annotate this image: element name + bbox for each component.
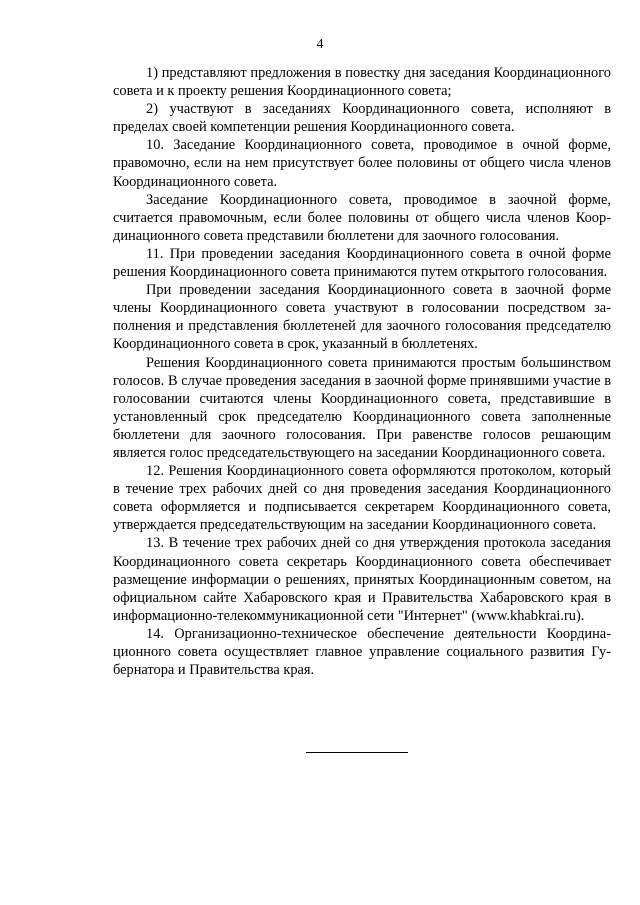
paragraph-clause-13: 13. В течение трех рабочих дней со дня утверждения протокола заседания Координационного совета секретарь Координационного совета обеспечивает размещение информации о решениях, принятых Координационным советом, на официальном сайте Хабаровского края и Правительства Хабаровского края в информационно-телекоммуникационной сети "Интернет" (www.khabkrai.ru).	[113, 535, 611, 624]
paragraph-clause-14: 14. Организационно-техническое обеспечение деятельности Координационного совета осуществляет главное управление социального развития Губернатора и Правительства края.	[113, 625, 611, 679]
paragraph-clause-11-absentee: При проведении заседания Координационного совета в заочной форме члены Координационного совета участвуют в голосовании посредством заполнения и представления бюллетеней для заочного голосования председателю Координационного совета в срок, указанный в бюллетенях.	[113, 282, 611, 353]
end-separator-line	[306, 752, 408, 753]
document-body	[113, 64, 611, 679]
paragraph-clause-10-absentee: Заседание Координационного совета, проводимое в заочной форме, считается правомочным, если более половины от общего числа членов Координационного совета представили бюллетени для заочного голосования.	[113, 191, 611, 244]
page-number: 4	[316, 37, 324, 52]
paragraph-clause-11-majority: Решения Координационного совета принимаются простым большинством голосов. В случае проведения заседания в заочной форме принявшими участие в голосовании считаются члены Координационного совета, представившие в установленный срок председателю Координационного совета заполненные бюллетени для заочного голосования. При равенстве голосов решающим является голос председательствующего на заседании Координационного совета.	[113, 354, 611, 461]
paragraph-item-1-1: 1) представляют предложения в повестку дня заседания Координационного совета и к проекту решения Координационного совета;	[113, 65, 611, 100]
paragraph-clause-11: 11. При проведении заседания Координационного совета в очной форме решения Координационного совета принимаются путем открытого голосования.	[113, 245, 611, 281]
paragraph-clause-12: 12. Решения Координационного совета оформляются протоколом, который в течение трех рабочих дней со дня проведения заседания Координационного совета оформляется и подписывается секретарем Координационного совета, утверждается председательствующим на заседании Координационного совета.	[113, 463, 611, 534]
paragraph-item-1-2: 2) участвуют в заседаниях Координационного совета, исполняют в пределах своей компетенции решения Координационного совета.	[113, 101, 611, 136]
paragraph-clause-10: 10. Заседание Координационного совета, проводимое в очной форме, правомочно, если на нем присутствует более половины от общего числа членов Координационного совета.	[113, 137, 611, 190]
